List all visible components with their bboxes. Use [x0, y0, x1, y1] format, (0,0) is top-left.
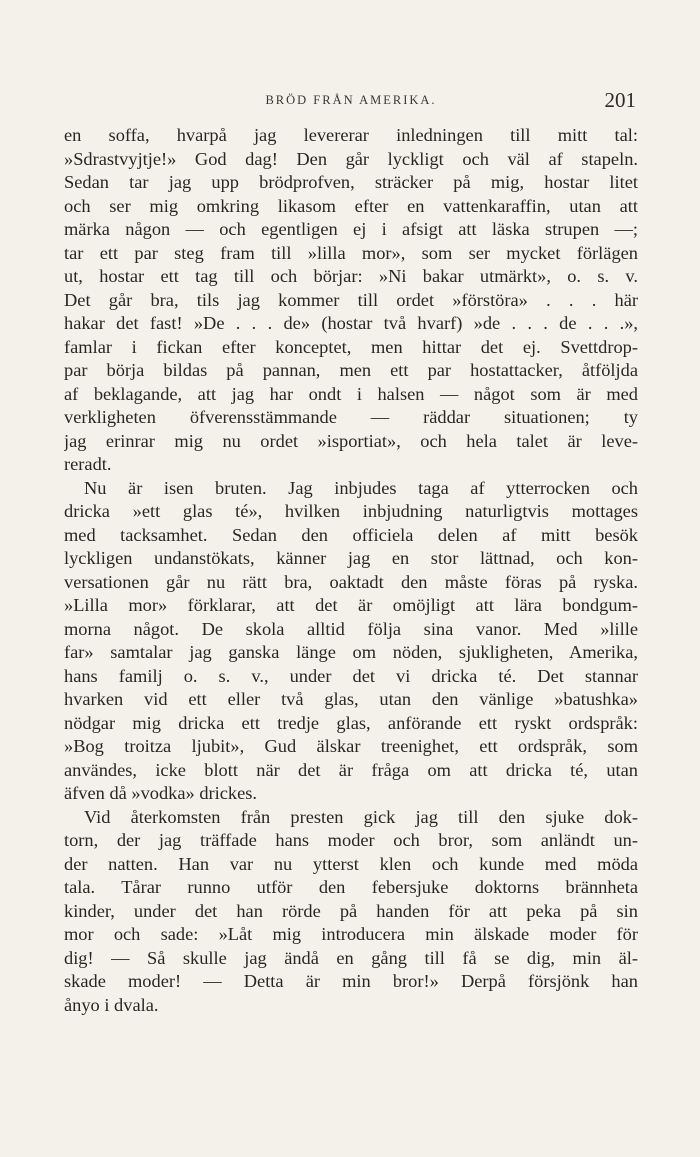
text-line: Det går bra, tils jag kommer till ordet »förstöra» . . . här: [64, 289, 638, 310]
text-line: af beklagande, att jag har ondt i halsen — något som är med: [64, 383, 638, 404]
text-line: ånyo i dvala.: [64, 994, 159, 1015]
text-line: äfven då »vodka» drickes.: [64, 783, 258, 803]
text-line: lyckligen undanstökats, känner jag en stor lättnad, och kon-: [64, 548, 638, 568]
text-line: Vid återkomsten från presten gick jag till den sjuke dok-: [84, 806, 638, 827]
running-title: BRÖD FRÅN AMERIKA.: [265, 93, 437, 107]
text-line: versationen går nu rätt bra, oaktadt den måste föras på ryska.: [64, 571, 638, 592]
text-line: hakar det fast! »De . . . de» (hostar två hvarf) »de . . . de . . .»,: [64, 313, 638, 333]
text-line: en soffa, hvarpå jag levererar inledningen till mitt tal:: [64, 125, 638, 145]
text-line: torn, der jag träffade hans moder och bror, som anländt un-: [64, 830, 638, 850]
text-line: märka någon — och egentligen ej i afsigt att läska strupen —;: [64, 219, 638, 239]
text-line: hans familj o. s. v., under det vi dricka té. Det stannar: [64, 665, 638, 686]
text-line: tala. Tårar runno utför den febersjuke doktorns brännheta: [64, 877, 638, 897]
text-line: dricka »ett glas té», hvilken inbjudning naturligtvis mottages: [64, 501, 638, 521]
text-line: dig! — Så skulle jag ändå en gång till få se dig, min äl-: [64, 947, 638, 968]
running-head: [64, 88, 638, 114]
paragraph-1: [64, 124, 638, 477]
text-line: med tacksamhet. Sedan den officiela delen af mitt besök: [64, 524, 638, 545]
text-line: tar ett par steg fram till »lilla mor», som ser mycket förlägen: [64, 242, 638, 263]
text-line: Sedan tar jag upp brödprofven, sträcker på mig, hostar litet: [64, 172, 638, 192]
body-text: [64, 124, 638, 1017]
text-line: »Bog troitza ljubit», Gud älskar treenighet, ett ordspråk, som: [64, 736, 638, 756]
text-line: far» samtalar jag ganska länge om nöden, sjukligheten, Amerika,: [64, 642, 638, 662]
text-line: morna något. De skola alltid följa sina vanor. Med »lille: [64, 618, 638, 639]
paragraph-2: [64, 477, 638, 806]
text-line: »Lilla mor» förklarar, att det är omöjligt att lära bondgum-: [64, 595, 638, 615]
text-line: jag erinrar mig nu ordet »isportiat», och hela talet är leve-: [64, 430, 638, 451]
text-line: hvarken vid ett eller två glas, utan den vänlige »batushka»: [64, 689, 638, 709]
text-line: »Sdrastvyjtje!» God dag! Den går lyckligt och väl af stapeln.: [64, 148, 638, 169]
text-line: och ser mig omkring likasom efter en vattenkaraffin, utan att: [64, 195, 638, 216]
text-line: der natten. Han var nu ytterst klen och kunde med möda: [64, 853, 638, 874]
page-number: 201: [604, 88, 636, 112]
text-line: nödgar mig dricka ett tredje glas, anförande ett ryskt ordspråk:: [64, 712, 638, 733]
text-line: famlar i fickan efter konceptet, men hittar det ej. Svettdrop-: [64, 336, 638, 357]
text-line: reradt.: [64, 454, 112, 474]
text-line: mor och sade: »Låt mig introducera min älskade moder för: [64, 924, 638, 944]
paragraph-3: [64, 806, 638, 1018]
text-line: skade moder! — Detta är min bror!» Derpå försjönk han: [64, 971, 638, 991]
text-line: verkligheten öfverensstämmande — räddar situationen; ty: [64, 407, 638, 427]
text-line: par börja bildas på pannan, men ett par hostattacker, åtföljda: [64, 360, 638, 380]
text-line: användes, icke blott när det är fråga om att dricka té, utan: [64, 759, 638, 780]
text-line: ut, hostar ett tag till och börjar: »Ni bakar utmärkt», o. s. v.: [64, 266, 638, 286]
text-line: Nu är isen bruten. Jag inbjudes taga af ytterrocken och: [84, 477, 638, 498]
text-line: kinder, under det han rörde på handen för att peka på sin: [64, 900, 638, 921]
